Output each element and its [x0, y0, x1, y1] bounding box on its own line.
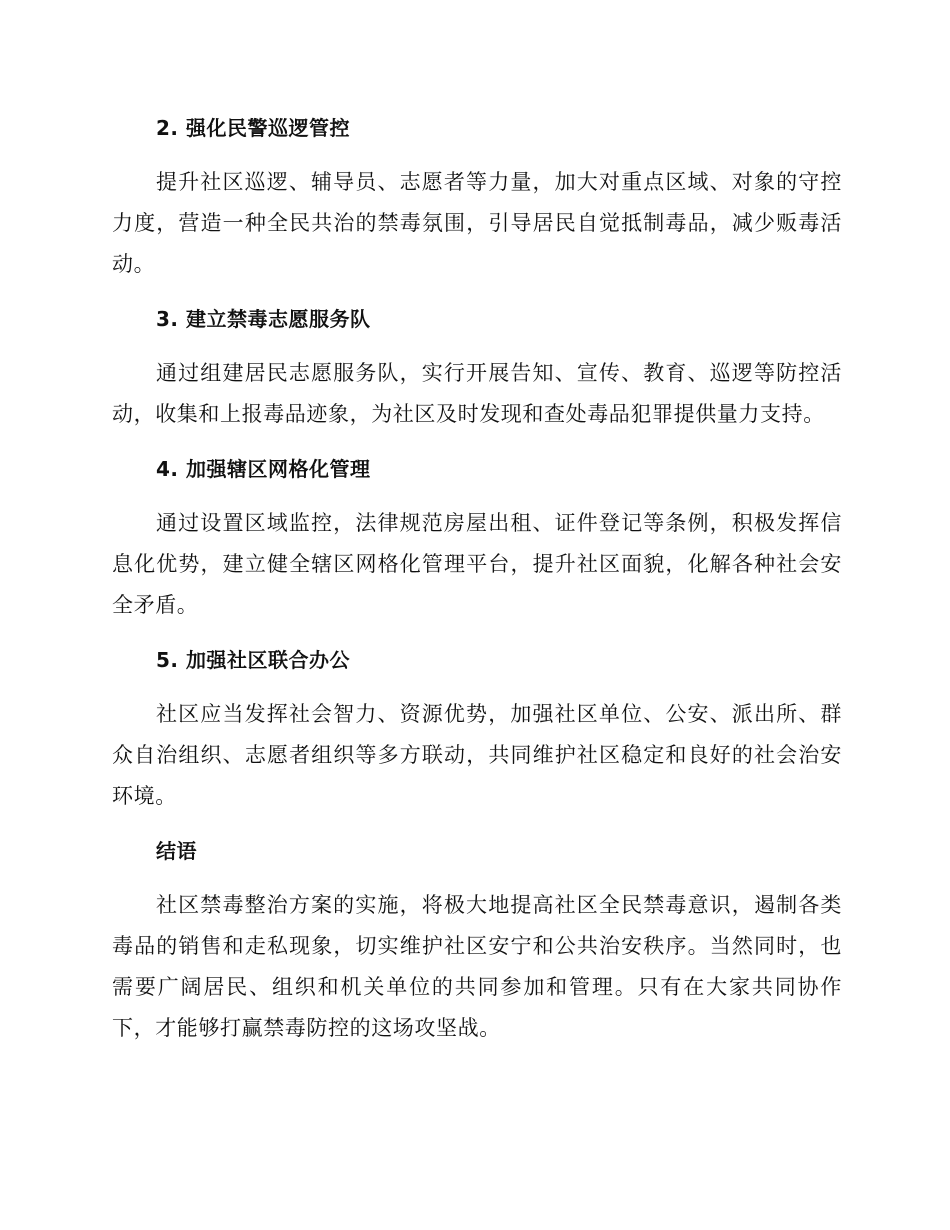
section-paragraph: 通过设置区域监控，法律规范房屋出租、证件登记等条例，积极发挥信息化优势，建立健全辖区网格化管理平台，提升社区面貌，化解各种社会安全矛盾。: [112, 511, 842, 617]
section-heading: 4. 加强辖区网格化管理: [156, 457, 371, 481]
section-paragraph: 社区应当发挥社会智力、资源优势，加强社区单位、公安、派出所、群众自治组织、志愿者组织等多方联动，共同维护社区稳定和良好的社会治安环境。: [112, 702, 842, 808]
section-heading: 2. 强化民警巡逻管控: [156, 116, 350, 140]
section-paragraph: 提升社区巡逻、辅导员、志愿者等力量，加大对重点区域、对象的守控力度，营造一种全民共治的禁毒氛围，引导居民自觉抵制毒品，减少贩毒活动。: [112, 170, 842, 276]
section-volunteer-team: [112, 299, 842, 449]
section-heading: 3. 建立禁毒志愿服务队: [156, 307, 371, 331]
section-patrol-control: [112, 108, 842, 299]
section-heading: 结语: [156, 839, 197, 863]
section-grid-management: [112, 449, 842, 640]
section-joint-office: [112, 640, 842, 831]
section-paragraph: 社区禁毒整治方案的实施，将极大地提高社区全民禁毒意识，遏制各类毒品的销售和走私现象，切实维护社区安宁和公共治安秩序。当然同时，也需要广阔居民、组织和机关单位的共同参加和管理。只有在大家共同协作下，才能够打赢禁毒防控的这场攻坚战。: [112, 893, 842, 1040]
section-paragraph: 通过组建居民志愿服务队，实行开展告知、宣传、教育、巡逻等防控活动，收集和上报毒品迹象，为社区及时发现和查处毒品犯罪提供量力支持。: [112, 361, 842, 426]
section-heading: 5. 加强社区联合办公: [156, 648, 350, 672]
document-body: [112, 108, 842, 1049]
section-conclusion: [112, 831, 842, 1049]
